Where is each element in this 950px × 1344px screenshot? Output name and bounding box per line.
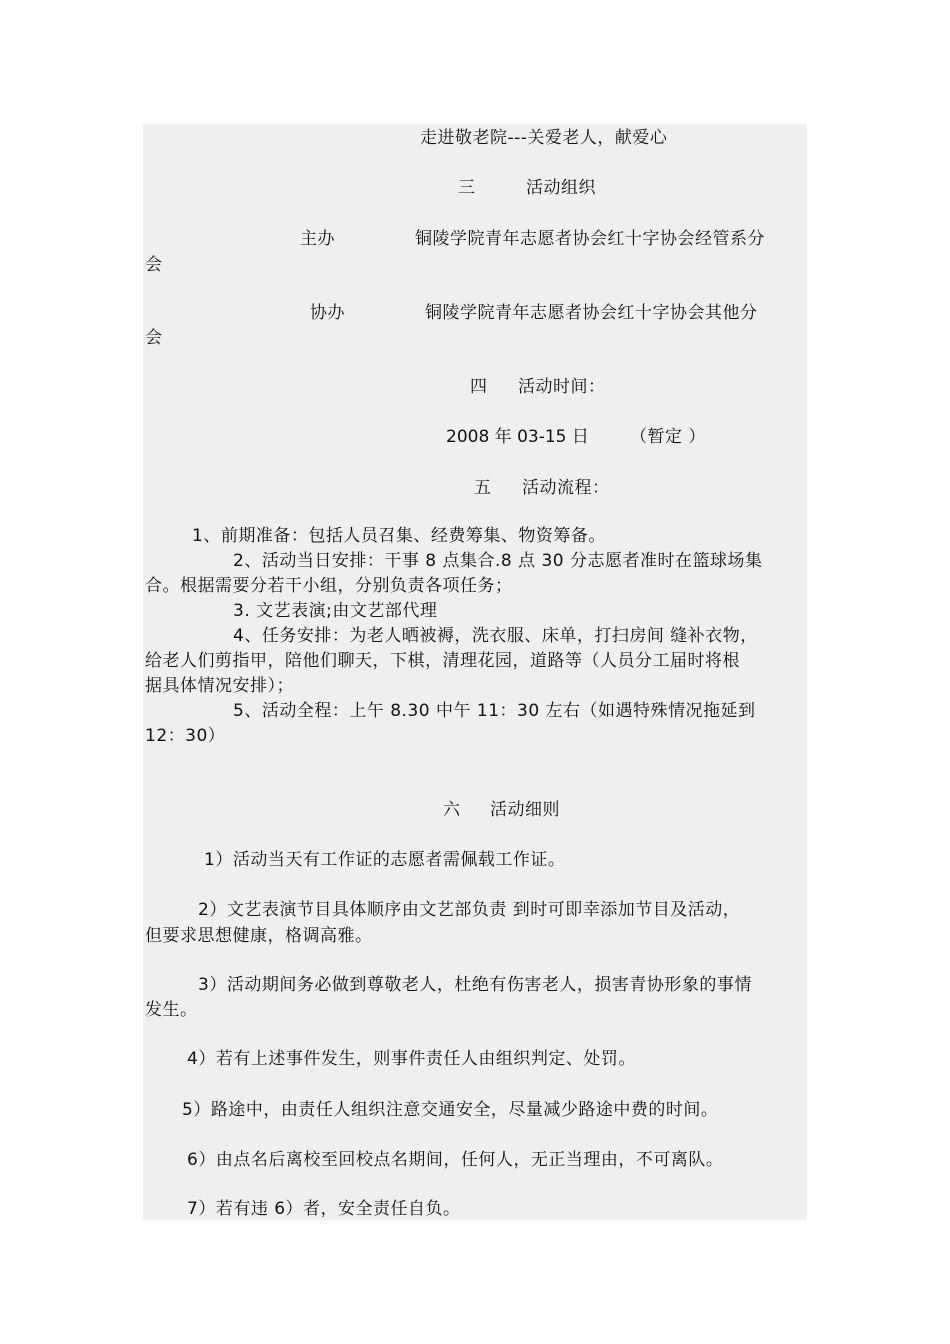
slogan-line: 走进敬老院---关爱老人，献爱心 [420, 128, 668, 148]
date-note: （暂定 ） [630, 427, 706, 447]
host-value-continued: 会 [145, 255, 163, 275]
section-6-number: 六 [443, 800, 461, 820]
process-line: 据具体情况安排）； [145, 676, 294, 696]
section-3-title: 活动组织 [526, 178, 596, 198]
activity-date: 2008 年 03-15 日 [446, 427, 589, 447]
process-line: 合。根据需要分若干小组，分别负责各项任务； [145, 576, 513, 596]
process-line: 12：30） [145, 726, 226, 746]
process-line: 4、任务安排：为老人晒被褥，洗衣服、床单，打扫房间 缝补衣物， [233, 626, 758, 646]
rule-line: 但要求思想健康，格调高雅。 [145, 926, 373, 946]
process-line: 5、活动全程：上午 8.30 中午 11：30 左右（如遇特殊情况拖延到 [233, 701, 756, 721]
host-label: 主办 [300, 229, 335, 249]
process-line: 3. 文艺表演;由文艺部代理 [233, 601, 438, 621]
section-4-number: 四 [470, 377, 488, 397]
rule-line: 2）文艺表演节目具体顺序由文艺部负责 到时可即幸添加节目及活动， [198, 900, 741, 920]
co-host-value: 铜陵学院青年志愿者协会红十字协会其他分 [425, 303, 758, 323]
rule-line: 1）活动当天有工作证的志愿者需佩载工作证。 [204, 850, 566, 870]
rule-line: 7）若有违 6）者，安全责任自负。 [187, 1199, 461, 1219]
section-6-title: 活动细则 [490, 800, 560, 820]
process-line: 1、前期准备：包括人员召集、经费筹集、物资筹备。 [192, 526, 606, 546]
co-host-label: 协办 [310, 303, 345, 323]
section-4-title: 活动时间： [518, 377, 606, 397]
rule-line: 6）由点名后离校至回校点名期间，任何人，无正当理由，不可离队。 [187, 1150, 724, 1170]
section-3-number: 三 [458, 178, 476, 198]
process-line: 给老人们剪指甲，陪他们聊天，下棋，清理花园，道路等（人员分工届时将根 [145, 651, 740, 671]
rule-line: 5）路途中，由责任人组织注意交通安全，尽量减少路途中费的时间。 [182, 1100, 719, 1120]
rule-line: 3）活动期间务必做到尊敬老人，杜绝有伤害老人，损害青协形象的事情 [198, 975, 752, 995]
host-value: 铜陵学院青年志愿者协会红十字协会经管系分 [415, 229, 765, 249]
process-line: 2、活动当日安排：干事 8 点集合.8 点 30 分志愿者准时在篮球场集 [233, 551, 763, 571]
co-host-value-continued: 会 [145, 328, 163, 348]
rule-line: 发生。 [145, 1000, 198, 1020]
rule-line: 4）若有上述事件发生，则事件责任人由组织判定、处罚。 [187, 1049, 636, 1069]
section-5-title: 活动流程： [522, 478, 610, 498]
section-5-number: 五 [474, 478, 492, 498]
